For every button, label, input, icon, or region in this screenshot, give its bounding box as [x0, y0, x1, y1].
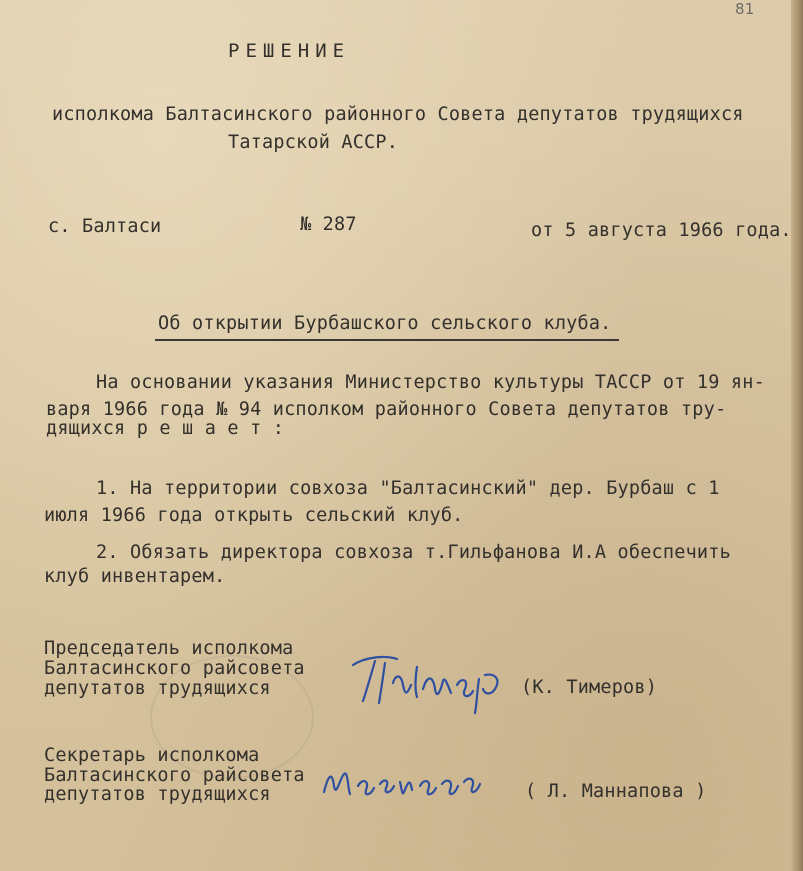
secretary-name: ( Л. Маннапова ): [525, 781, 707, 802]
issuer-line-1: исполкома Балтасинского районного Совета депутатов трудящихся: [52, 104, 744, 125]
secretary-title-line-2: Балтасинского райсовета: [44, 765, 305, 786]
decision-place: с. Балтаси: [48, 216, 162, 237]
decision-date: от 5 августа 1966 года.: [531, 220, 792, 241]
archive-mark: 81: [735, 0, 755, 18]
item-2-line-2: клуб инвентарем.: [44, 566, 226, 587]
secretary-signature: [318, 756, 488, 806]
secretary-title-line-3: депутатов трудящихся: [44, 784, 271, 805]
item-2-line-1: 2. Обязать директора совхоза т.Гильфанова И.А обеспечить: [96, 542, 731, 563]
item-1-line-2: июля 1966 года открыть сельский клуб.: [44, 505, 464, 526]
issuer-line-2: Татарской АССР.: [228, 132, 399, 153]
preamble-line-1: На основании указания Министерство культуры ТАССР от 19 ян-: [96, 372, 765, 393]
page-edge: [791, 0, 803, 871]
chairman-title-line-1: Председатель исполкома: [44, 638, 294, 659]
chairman-title-line-2: Балтасинского райсовета: [44, 658, 305, 679]
document-title: РЕШЕНИЕ: [228, 40, 351, 62]
secretary-title-line-1: Секретарь исполкома: [44, 745, 260, 766]
chairman-title-line-3: депутатов трудящихся: [44, 678, 271, 699]
preamble-line-2: варя 1966 года № 94 исполком районного Совета депутатов тру-: [46, 399, 727, 420]
subject-underline: [155, 339, 619, 341]
decision-subject: Об открытии Бурбашского сельского клуба.: [158, 313, 612, 334]
chairman-signature: [345, 645, 515, 715]
chairman-name: (К. Тимеров): [521, 677, 658, 698]
item-1-line-1: 1. На территории совхоза "Балтасинский" дер. Бурбаш с 1: [96, 478, 720, 499]
preamble-line-3: дящихся р е ш а е т :: [46, 418, 285, 439]
decision-number: № 287: [300, 214, 357, 235]
